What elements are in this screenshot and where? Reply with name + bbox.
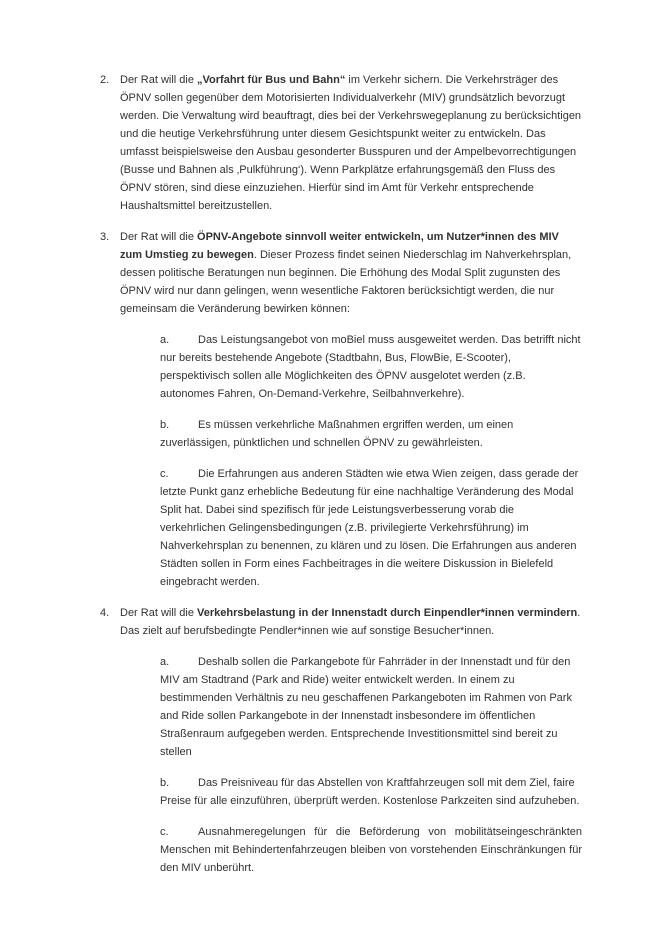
subitem-letter: b.	[160, 419, 170, 431]
paragraph-bold-text: ÖPNV-Angebote sinnvoll weiter entwickeln, um Nutzer*innen des MIV zum Umstieg zu bewegen	[120, 231, 559, 261]
item-paragraph	[120, 604, 582, 640]
item-paragraph	[120, 228, 582, 318]
paragraph-text: Der Rat will die	[120, 74, 198, 86]
item-number: 2.	[100, 74, 110, 86]
paragraph-text: . Das zielt auf berufsbedingte Pendler*innen wie auf sonstige Besucher*innen.	[120, 607, 581, 637]
paragraph-text: im Verkehr sichern. Die Verkehrsträger des ÖPNV sollen gegenüber dem Motorisierten Individualverkehr (MIV) grundsätzlich bevorzugt werden. Die Verwaltung wird beauftragt, dies bei der Verkehrswegeplanung zu berücksichtigen und die heutige Verkehrsführung unter diesem Gesichtspunkt weiter zu entwickeln. Das umfasst beispielsweise den Ausbau gesonderter Busspuren und der Ampelbevorrechtigungen (Busse und Bahnen als ‚Pulkführung‘). Wenn Parkplätze erfahrungsgemäß den Fluss des ÖPNV stören, sind diese einzuziehen. Hierfür sind im Amt für Verkehr entsprechende Haushaltsmittel bereitzustellen.	[120, 74, 582, 212]
paragraph-text: . Dieser Prozess findet seinen Niederschlag im Nahverkehrsplan, dessen politische Beratungen nun beginnen. Die Erhöhung des Modal Split zugunsten des ÖPNV wird nur dann gelingen, wenn wesentliche Faktoren berücksichtigt werden, die nur gemeinsam die Veränderung bewirken können:	[120, 249, 572, 315]
subitem-letter: a.	[160, 656, 170, 668]
sub-list-item	[160, 774, 582, 810]
sub-list-item	[160, 416, 582, 452]
sub-list-item	[160, 465, 582, 591]
paragraph-text: Die Erfahrungen aus anderen Städten wie etwa Wien zeigen, dass gerade der letzte Punkt ganz erhebliche Bedeutung für eine nachhaltige Veränderung des Modal Split hat. Dabei sind spezifisch für jede Leistungsverbesserung vorab die verkehrlichen Gelingensbedingungen (z.B. privilegierte Verkehrsführung) im Nahverkehrsplan zu benennen, zu klären und zu lösen. Die Erfahrungen aus anderen Städten sollen in Form eines Fachbeitrages in die weitere Diskussion in Bielefeld eingebracht werden.	[160, 468, 579, 588]
paragraph-text: Es müssen verkehrliche Maßnahmen ergriffen werden, um einen zuverlässigen, pünktlichen und schnellen ÖPNV zu gewährleisten.	[160, 419, 514, 449]
subitem-letter: a.	[160, 334, 170, 346]
list-item	[100, 604, 582, 877]
item-number: 3.	[100, 231, 110, 243]
sub-list-item	[160, 823, 582, 877]
paragraph-text: Der Rat will die	[120, 231, 198, 243]
item-number: 4.	[100, 607, 110, 619]
list-item	[100, 228, 582, 591]
paragraph-text: Ausnahmeregelungen für die Beförderung von mobilitätseingeschränkten Menschen mit Behindertenfahrzeugen bleiben von vorstehenden Einschränkungen für den MIV unberührt.	[160, 826, 582, 874]
sub-list-item	[160, 653, 582, 761]
paragraph-text: Deshalb sollen die Parkangebote für Fahrräder in der Innenstadt und für den MIV am Stadtrand (Park and Ride) weiter entwickelt werden. In einem zu bestimmenden Verhältnis zu neu geschaffenen Parkangeboten im Rahmen von Park and Ride sollen Parkangebote in der Innenstadt insbesondere im öffentlichen Straßenraum aufgegeben werden. Entsprechende Investitionsmittel sind bereit zu stellen	[160, 656, 572, 758]
paragraph-text: Der Rat will die	[120, 607, 198, 619]
sub-list-item	[160, 331, 582, 403]
subitem-letter: c.	[160, 826, 169, 838]
paragraph-text: Das Preisniveau für das Abstellen von Kraftfahrzeugen soll mit dem Ziel, faire Preise für alle einzuführen, überprüft werden. Kostenlose Parkzeiten sind aufzuheben.	[160, 777, 580, 807]
paragraph-bold-text: „Vorfahrt für Bus und Bahn“	[197, 74, 346, 86]
item-paragraph	[120, 71, 582, 215]
list-item	[100, 71, 582, 215]
paragraph-text: Das Leistungsangebot von moBiel muss ausgeweitet werden. Das betrifft nicht nur bereits bestehende Angebote (Stadtbahn, Bus, FlowBie, E-Scooter), perspektivisch sollen alle Möglichkeiten des ÖPNV ausgelotet werden (z.B. autonomes Fahren, On-Demand-Verkehre, Seilbahnverkehre).	[160, 334, 581, 400]
subitem-letter: c.	[160, 468, 169, 480]
paragraph-bold-text: Verkehrsbelastung in der Innenstadt durch Einpendler*innen vermindern	[197, 607, 578, 619]
subitem-letter: b.	[160, 777, 170, 789]
